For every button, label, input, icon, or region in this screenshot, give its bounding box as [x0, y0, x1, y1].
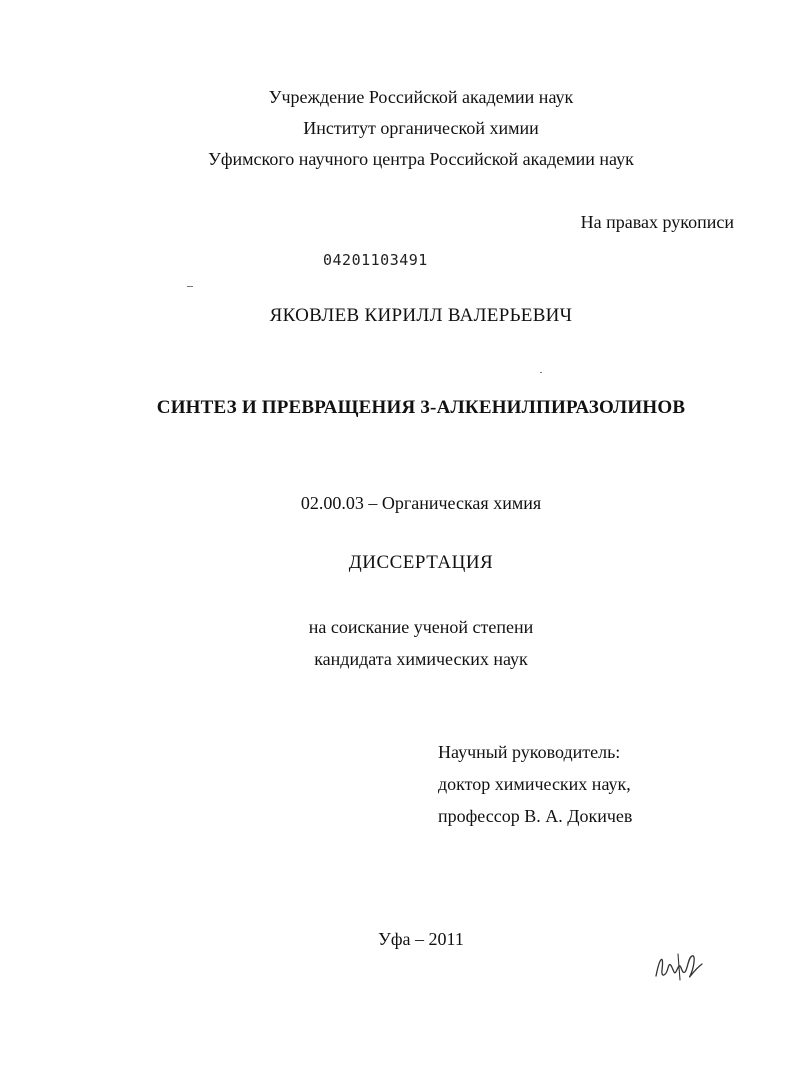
- dissertation-title: СИНТЕЗ И ПРЕВРАЩЕНИЯ 3-АЛКЕНИЛПИРАЗОЛИНОВ: [156, 397, 686, 418]
- institution-line-2: Институт органической химии: [303, 118, 539, 138]
- institution-line-1: Учреждение Российской академии наук: [268, 87, 574, 107]
- speciality: 02.00.03 – Органическая химия: [300, 493, 542, 513]
- document-type: ДИССЕРТАЦИЯ: [348, 552, 494, 573]
- institution-line-3: Уфимского научного центра Российской академии наук: [208, 149, 634, 169]
- advisor-degree: доктор химических наук,: [438, 774, 631, 794]
- scan-speck: [540, 372, 542, 373]
- manuscript-rights: На правах рукописи: [580, 212, 734, 232]
- advisor-label: Научный руководитель:: [438, 742, 621, 762]
- place-year: Уфа – 2011: [378, 929, 464, 949]
- degree-purpose-line-1: на соискание ученой степени: [308, 617, 534, 637]
- signature-icon: [650, 946, 706, 986]
- author-name: ЯКОВЛЕВ КИРИЛЛ ВАЛЕРЬЕВИЧ: [269, 305, 573, 326]
- scan-speck: [187, 286, 193, 287]
- document-number: 04201103491: [323, 251, 428, 269]
- advisor-name: профессор В. А. Докичев: [438, 806, 633, 826]
- degree-purpose-line-2: кандидата химических наук: [314, 649, 528, 669]
